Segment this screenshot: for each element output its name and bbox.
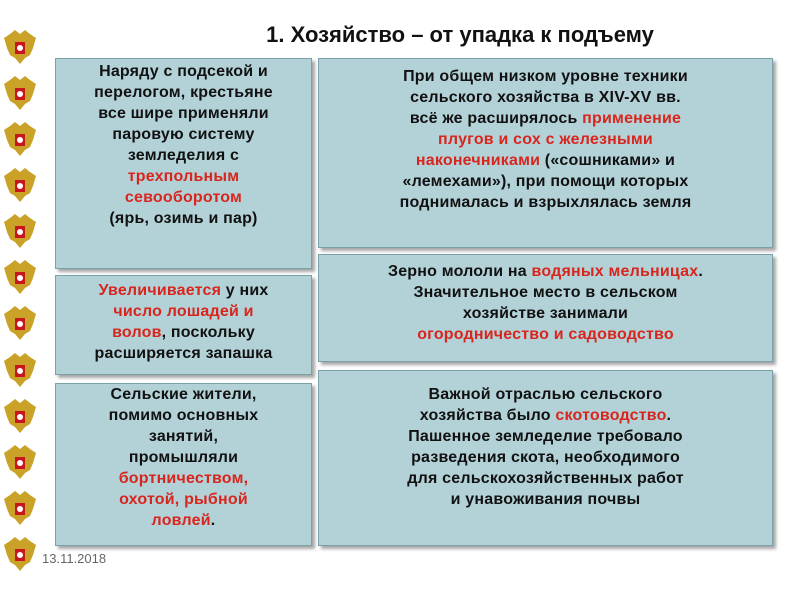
box-line: паровую систему — [112, 126, 255, 143]
highlight-text: Увеличивается — [98, 282, 222, 299]
highlight-text: скотоводство — [555, 407, 667, 424]
slide-date: 13.11.2018 — [42, 551, 107, 566]
text-box-crafts — [55, 383, 312, 546]
text-box-plough-technology — [318, 58, 773, 248]
box-line: Наряду с подсекой и — [99, 63, 268, 80]
box-line: перелогом, крестьяне — [94, 84, 273, 101]
box-line-highlight: бортничеством, — [118, 470, 249, 487]
box-line: При общем низком уровне техники — [403, 68, 688, 85]
text-box-field-system — [55, 58, 312, 269]
text-box-livestock-growth — [55, 275, 312, 375]
double-headed-eagle-icon — [3, 443, 37, 481]
emblem-column — [0, 28, 40, 573]
box-line: (ярь, озимь и пар) — [109, 210, 258, 227]
double-headed-eagle-icon — [3, 535, 37, 573]
plain-text: хозяйства было — [419, 407, 556, 424]
highlight-text: применение — [582, 110, 682, 127]
double-headed-eagle-icon — [3, 74, 37, 112]
box-line: и унавоживания почвы — [450, 491, 641, 508]
double-headed-eagle-icon — [3, 258, 37, 296]
double-headed-eagle-icon — [3, 304, 37, 342]
double-headed-eagle-icon — [3, 120, 37, 158]
box-line-highlight: охотой, рыбной — [119, 491, 248, 508]
plain-text: . — [666, 407, 672, 424]
box-line: промышляли — [128, 449, 239, 466]
box-line: занятий, — [148, 428, 219, 445]
box-line: все шире применяли — [98, 105, 269, 122]
box-line — [319, 108, 772, 129]
box-line-highlight: плугов и сох с железными — [438, 131, 653, 148]
box-line: хозяйстве занимали — [462, 305, 629, 322]
double-headed-eagle-icon — [3, 489, 37, 527]
highlight-text: ловлей — [151, 512, 211, 529]
plain-text: всё же расширялось — [409, 110, 583, 127]
box-line — [319, 261, 772, 282]
box-line: поднималась и взрыхлялась земля — [399, 194, 692, 211]
box-line: помимо основных — [108, 407, 259, 424]
box-line — [56, 322, 311, 343]
box-line — [56, 510, 311, 531]
highlight-text: волов — [112, 324, 162, 341]
double-headed-eagle-icon — [3, 212, 37, 250]
plain-text: . — [698, 263, 704, 280]
plain-text: , поскольку — [161, 324, 255, 341]
box-line: земледелия с — [127, 147, 240, 164]
box-line: «лемехами»), при помощи которых — [402, 173, 689, 190]
plain-text: («сошниками» и — [540, 152, 676, 169]
plain-text: . — [210, 512, 216, 529]
box-line-highlight: севооборотом — [124, 189, 243, 206]
slide-title: 1. Хозяйство – от упадка к подъему — [266, 22, 654, 47]
box-line: Значительное место в сельском — [413, 284, 678, 301]
text-box-mills-gardening — [318, 254, 773, 362]
box-line-highlight: число лошадей и — [113, 303, 254, 320]
box-line: для сельскохозяйственных работ — [407, 470, 684, 487]
box-line: Сельские жители, — [110, 386, 257, 403]
box-line — [319, 150, 772, 171]
text-box-cattle-breeding — [318, 370, 773, 546]
highlight-text: водяных мельницах — [531, 263, 699, 280]
highlight-text: наконечниками — [415, 152, 541, 169]
box-line: Важной отраслью сельского — [428, 386, 663, 403]
box-line: сельского хозяйства в XIV-XV вв. — [410, 89, 681, 106]
double-headed-eagle-icon — [3, 397, 37, 435]
box-line — [56, 280, 311, 301]
double-headed-eagle-icon — [3, 166, 37, 204]
double-headed-eagle-icon — [3, 351, 37, 389]
box-line: расширяется запашка — [94, 345, 273, 362]
box-line-highlight: трехпольным — [127, 168, 240, 185]
plain-text: Зерно мололи на — [387, 263, 532, 280]
box-line — [319, 405, 772, 426]
box-line: разведения скота, необходимого — [411, 449, 680, 466]
box-line-highlight: огородничество и садоводство — [417, 326, 674, 343]
plain-text: у них — [221, 282, 269, 299]
box-line: Пашенное земледелие требовало — [408, 428, 683, 445]
